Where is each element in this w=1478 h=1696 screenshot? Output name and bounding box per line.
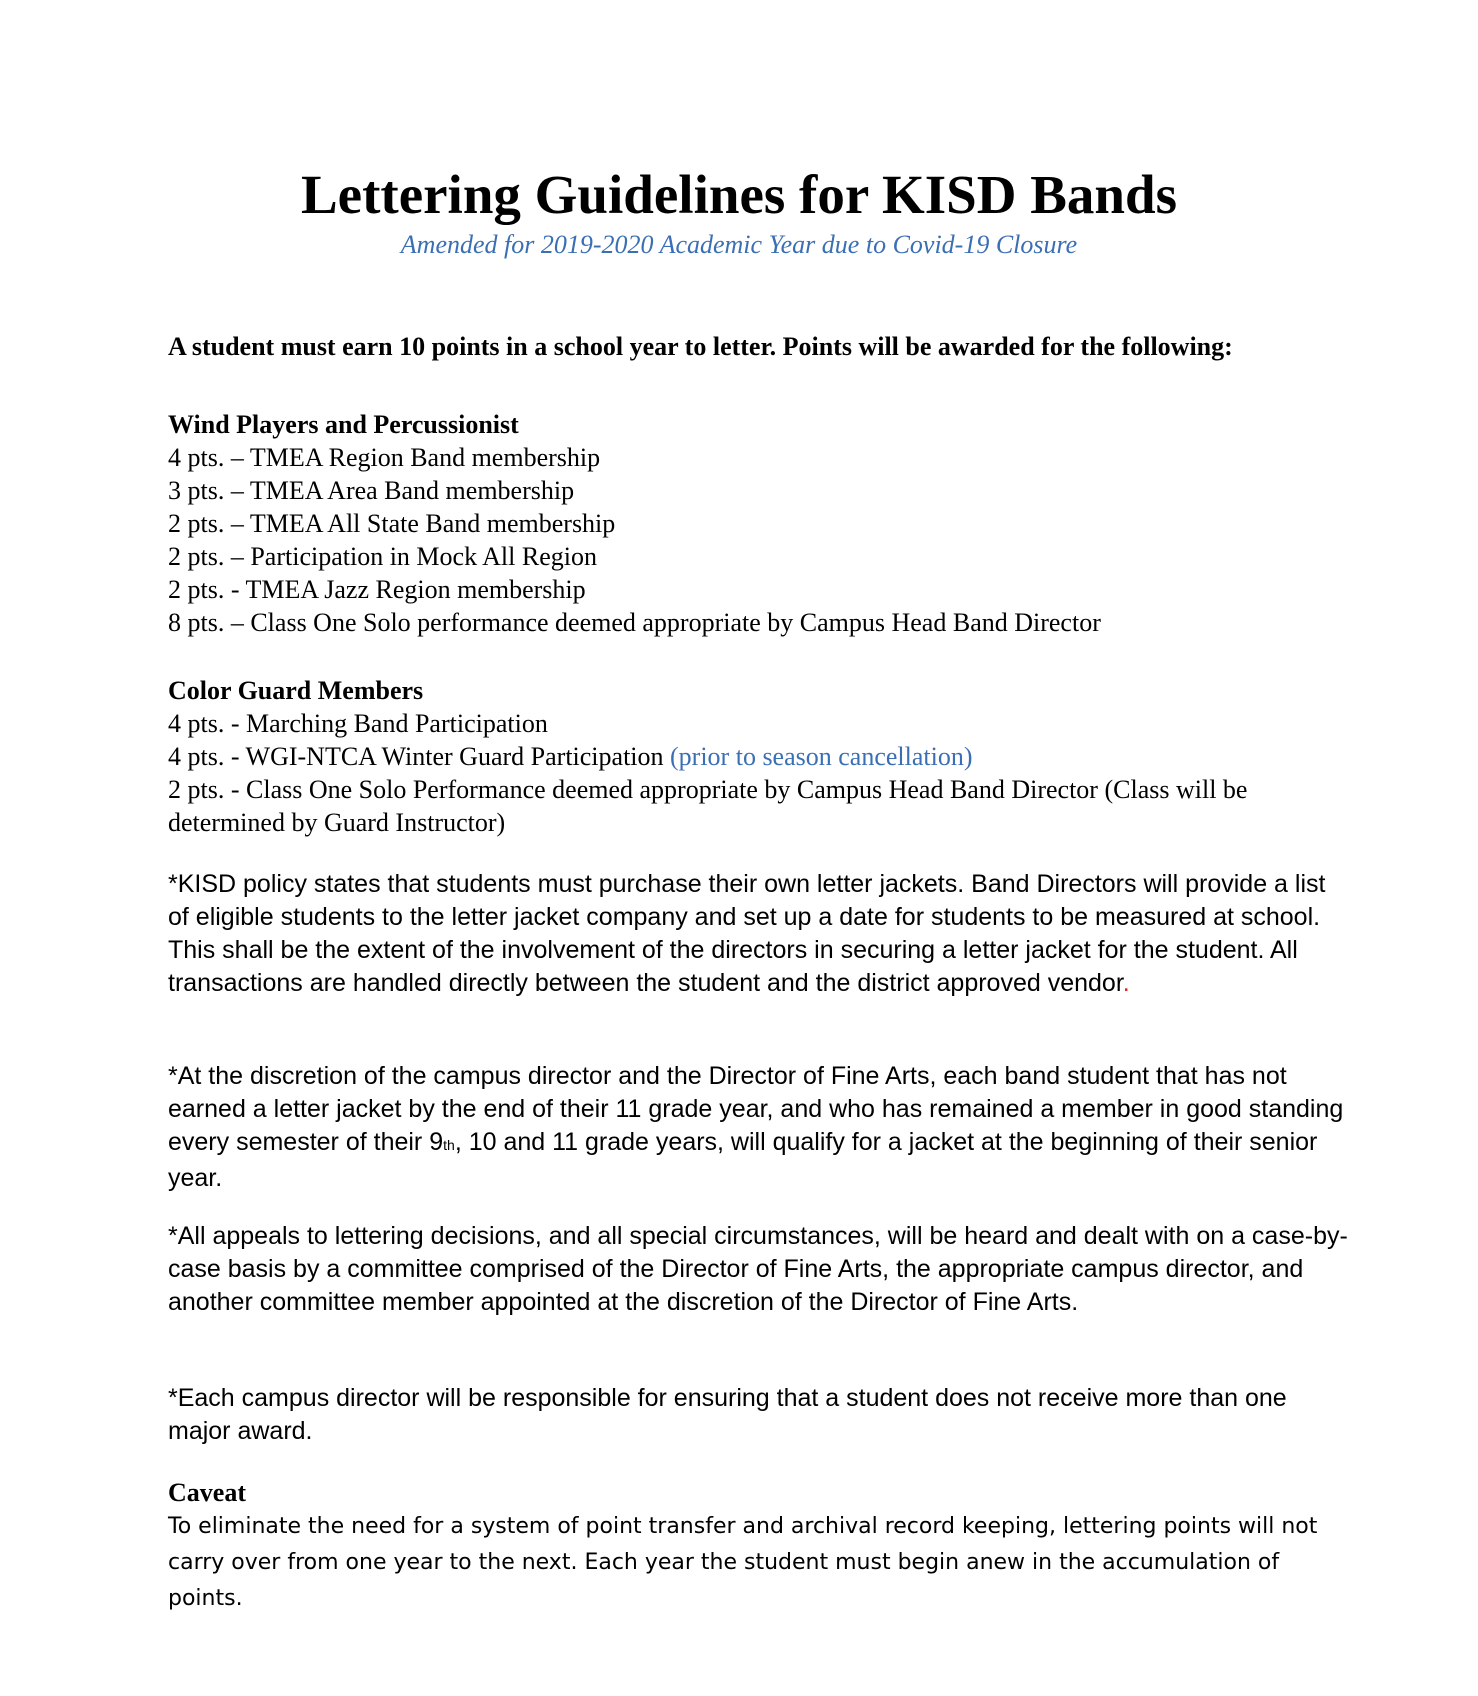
policy-discretion-text: grade year, and who has remained a member in good standing every semester of their 9 [168,1095,1344,1156]
wind-item: 4 pts. – TMEA Region Band membership [168,443,601,472]
guard-item-text: 4 pts. - WGI-NTCA Winter Guard Participation [168,742,664,771]
wind-item-amended: 8 pts. – Class One Solo performance deemed appropriate by Campus Head Band Director [168,608,1101,637]
ordinal-suffix: th [443,1137,455,1153]
guard-item [168,740,1348,773]
policy-discretion-text: grade years, will qualify for a jacket at the beginning of their senior year. [168,1128,1318,1192]
guard-item-amended: 2 pts. - Class One Solo Performance deemed appropriate by Campus Head Band Director (Class will be determined by Guard Instructor) [168,775,1248,837]
wind-section [168,408,1348,639]
policy-discretion [168,1060,1348,1195]
policy-major-award: *Each campus director will be responsible for ensuring that a student does not receive more than one major award. [168,1384,1287,1445]
wind-item: 2 pts. – TMEA All State Band membership [168,509,616,538]
wind-heading: Wind Players and Percussionist [168,410,519,439]
caveat-heading: Caveat [168,1478,246,1507]
guard-item-note: (prior to season cancellation) [670,742,973,771]
wind-item: 3 pts. – TMEA Area Band membership [168,476,575,505]
intro-text: A student must earn 10 points in a school year to letter. Points will be awarded for the following: [168,332,1233,361]
policy-jackets-period: . [1122,969,1130,997]
policy-discretion-text: and 11 [496,1128,579,1156]
policy-discretion-text: , 10 [454,1128,497,1156]
document-subtitle: Amended for 2019-2020 Academic Year due to Covid-19 Closure [400,230,1078,259]
caveat-body: To eliminate the need for a system of point transfer and archival record keeping, lettering points will not carry over from one year to the next. Each year the student must begin anew in the accumulation of points. [168,1514,1318,1611]
document-title: Lettering Guidelines for KISD Bands [300,164,1178,225]
policy-jackets-text: *KISD policy states that students must purchase their own letter jackets. Band Directors will provide a list of eligible students to the letter jacket company and set up a date for students to be measured at school. This shall be the extent of the involvement of the directors in securing a letter jacket for the student. All transactions are handled directly between the student and the district approved vendor [168,870,1326,997]
guard-item: 4 pts. - Marching Band Participation [168,709,548,738]
policy-appeals: *All appeals to lettering decisions, and all special circumstances, will be heard and dealt with on a case-by-case basis by a committee comprised of the Director of Fine Arts, the appropriate campus director, and another committee member appointed at the discretion of the Director of Fine Arts. [168,1222,1348,1316]
policy-jackets [168,868,1348,1000]
guard-heading: Color Guard Members [168,676,424,705]
wind-item: 2 pts. - TMEA Jazz Region membership [168,575,586,604]
policy-discretion-text: *At the discretion of the campus director and the Director of Fine Arts, each band student that has not earned a letter jacket by the end of their 11 [168,1062,1287,1123]
caveat-section [168,1476,1348,1617]
wind-item: 2 pts. – Participation in Mock All Region [168,542,597,571]
guard-section [168,674,1348,839]
